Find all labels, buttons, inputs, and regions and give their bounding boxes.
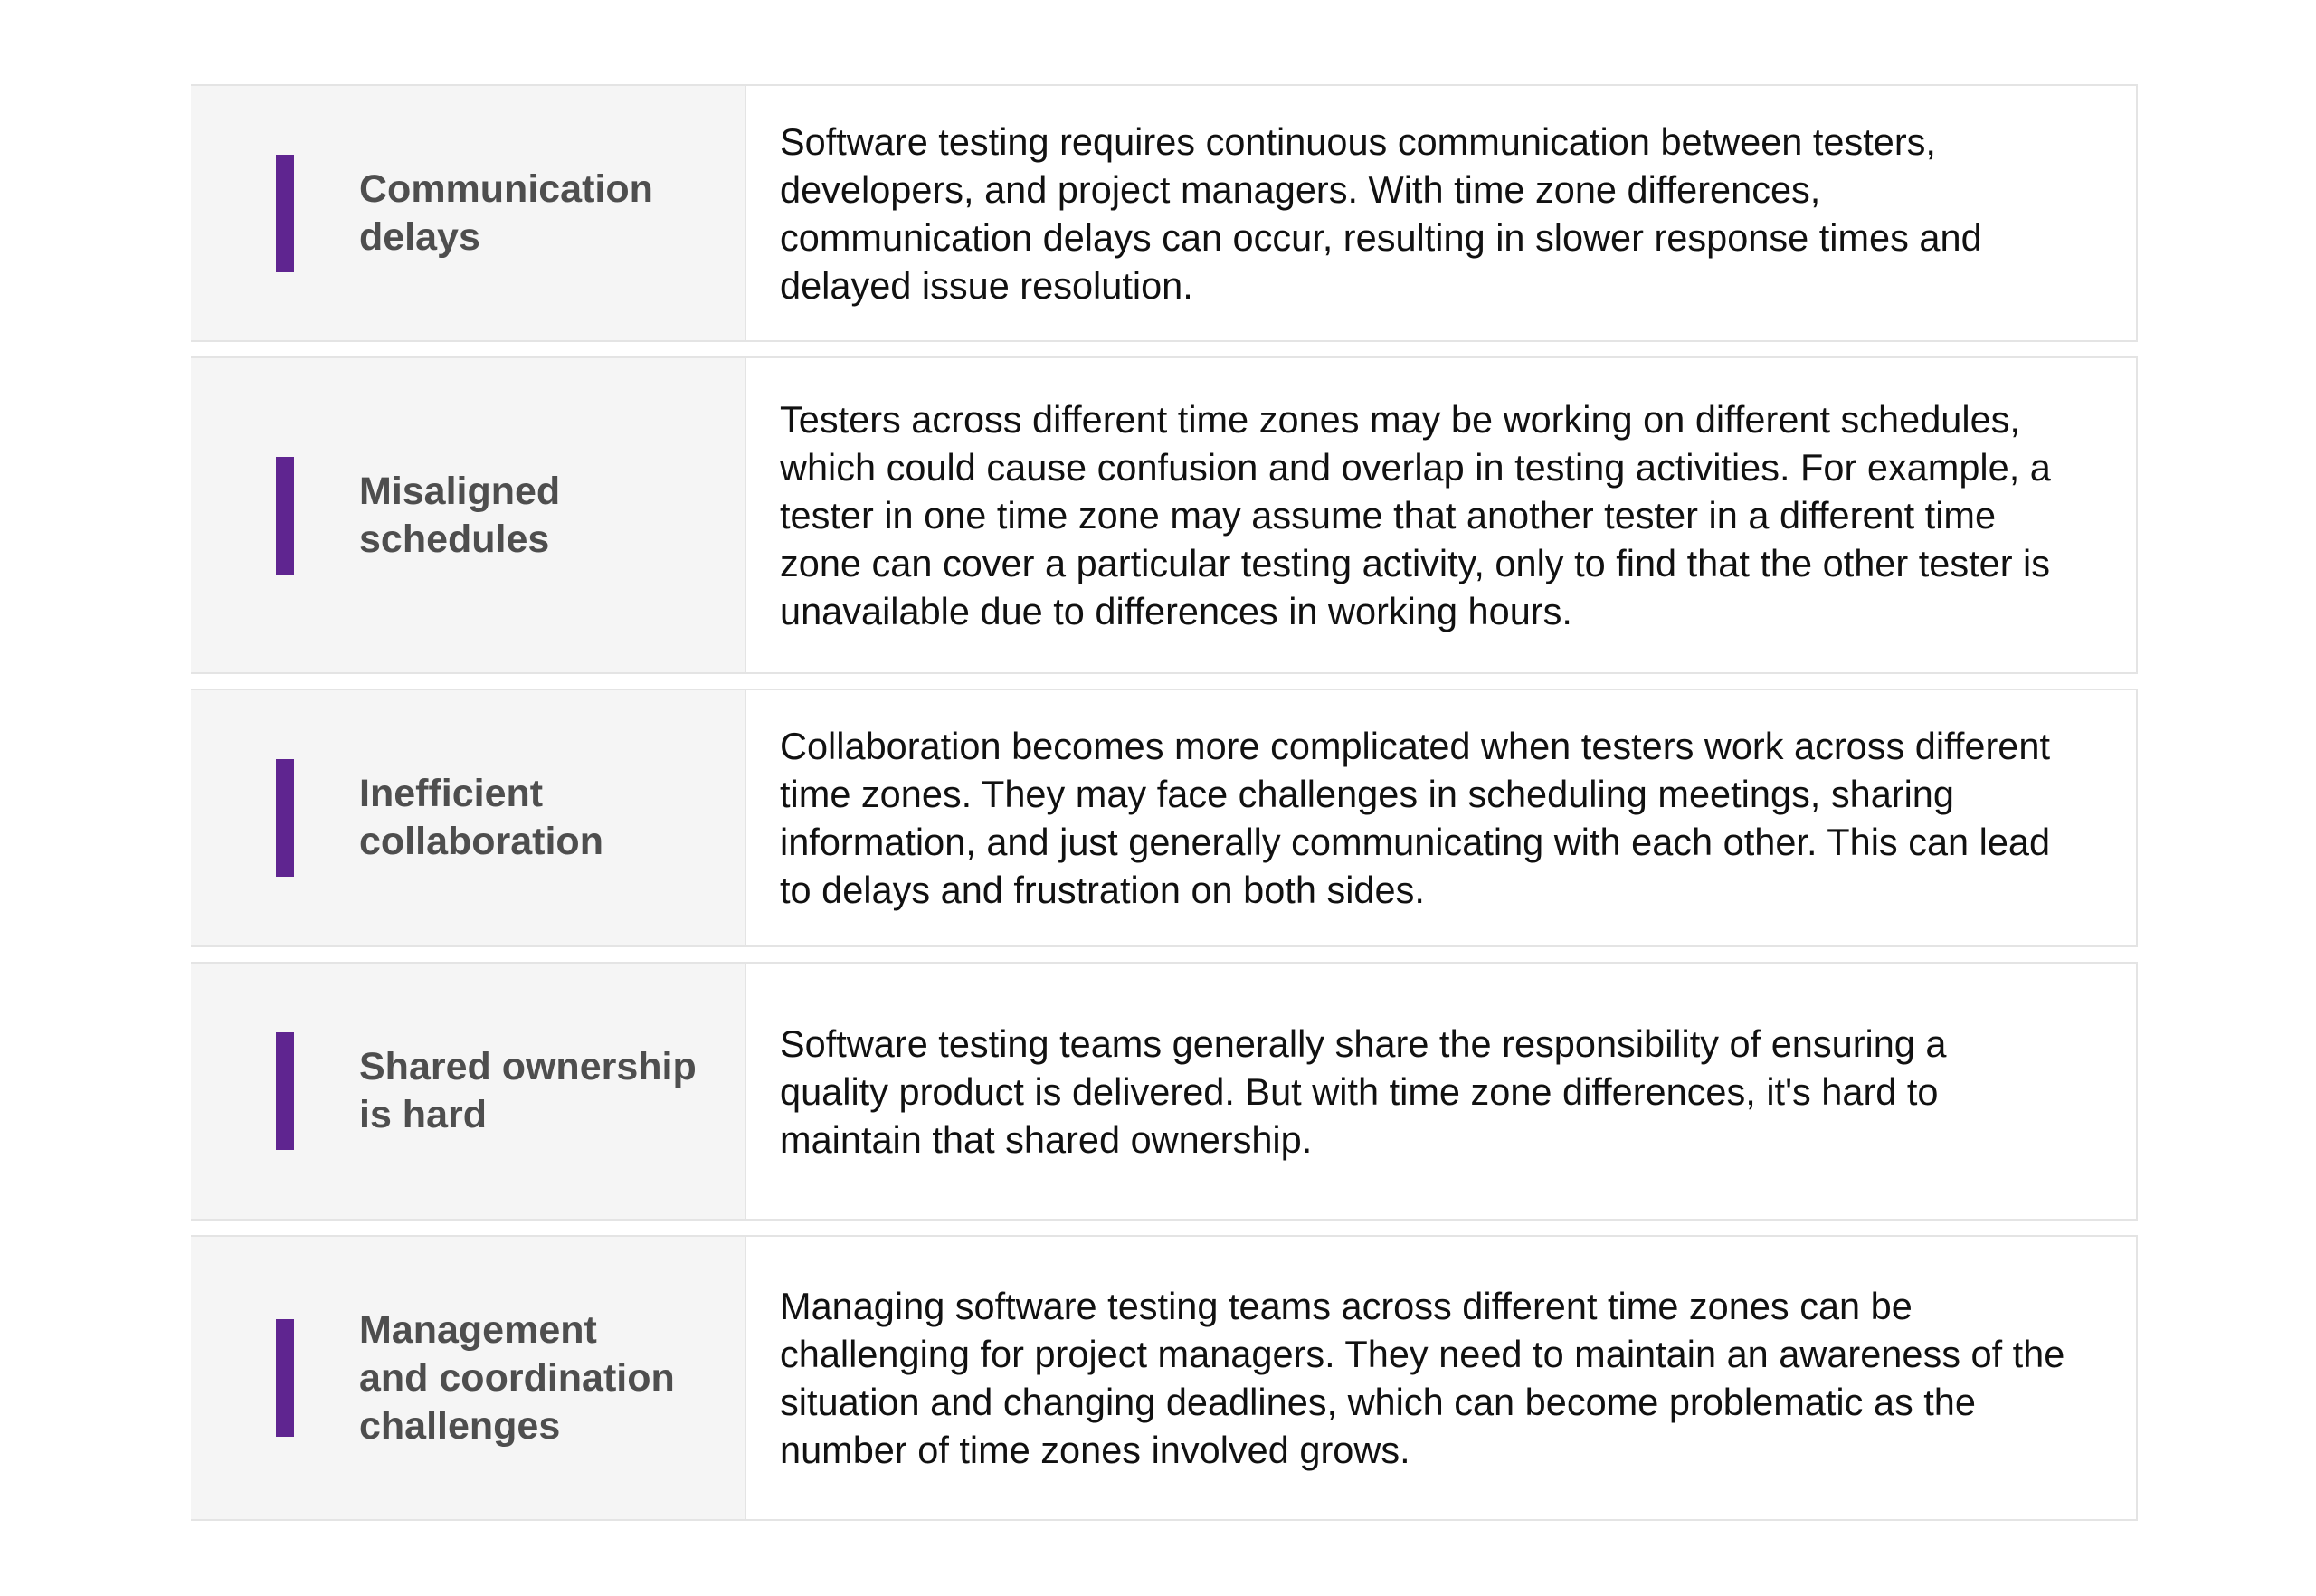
row-label: Shared ownership is hard [359,1045,697,1136]
row-description: Testers across different time zones may be working on different schedules, which could cause confusion and overlap in testing activities. For example, a tester in one time zone may assume that another tester in a different time zone can cover a particular testing activity, only to find that the other tester is unavailable due to differences in working hours. [780,398,2051,632]
row-label: Misaligned schedules [359,469,561,561]
table-row [191,962,2138,1221]
accent-bar [276,1319,294,1437]
row-label: Management and coordination challenges [359,1307,675,1448]
table-row [191,356,2138,674]
row-description-cell [745,86,2136,340]
row-label-cell [191,86,745,340]
row-label-cell [191,964,745,1219]
row-description-cell [745,1237,2136,1519]
row-label-cell [191,1237,745,1519]
row-description: Software testing requires continuous communication between testers, developers, and project managers. With time zone differences, communication delays can occur, resulting in slower response times and delayed issue resolution. [780,119,1982,307]
row-description: Managing software testing teams across different time zones can be challenging for project managers. They need to maintain an awareness of the situation and changing deadlines, which can become problematic as the number of time zones involved grows. [780,1285,2065,1471]
row-label-cell [191,690,745,945]
row-description-cell [745,690,2136,945]
accent-bar [276,1032,294,1150]
table-row [191,84,2138,342]
accent-bar [276,155,294,272]
row-label-cell [191,358,745,672]
row-label: Communication delays [359,166,653,259]
accent-bar [276,457,294,575]
row-description: Software testing teams generally share the responsibility of ensuring a quality product is delivered. But with time zone differences, it's hard to maintain that shared ownership. [780,1021,1947,1161]
table-row [191,1235,2138,1521]
challenges-table [191,84,2138,1521]
accent-bar [276,759,294,877]
row-description-cell [745,358,2136,672]
table-row [191,689,2138,947]
row-label: Inefficient collaboration [359,772,603,863]
row-description: Collaboration becomes more complicated when testers work across different time zones. They may face challenges in scheduling meetings, sharing information, and just generally communicating with each other. This can lead to delays and frustration on both sides. [780,725,2051,911]
row-description-cell [745,964,2136,1219]
